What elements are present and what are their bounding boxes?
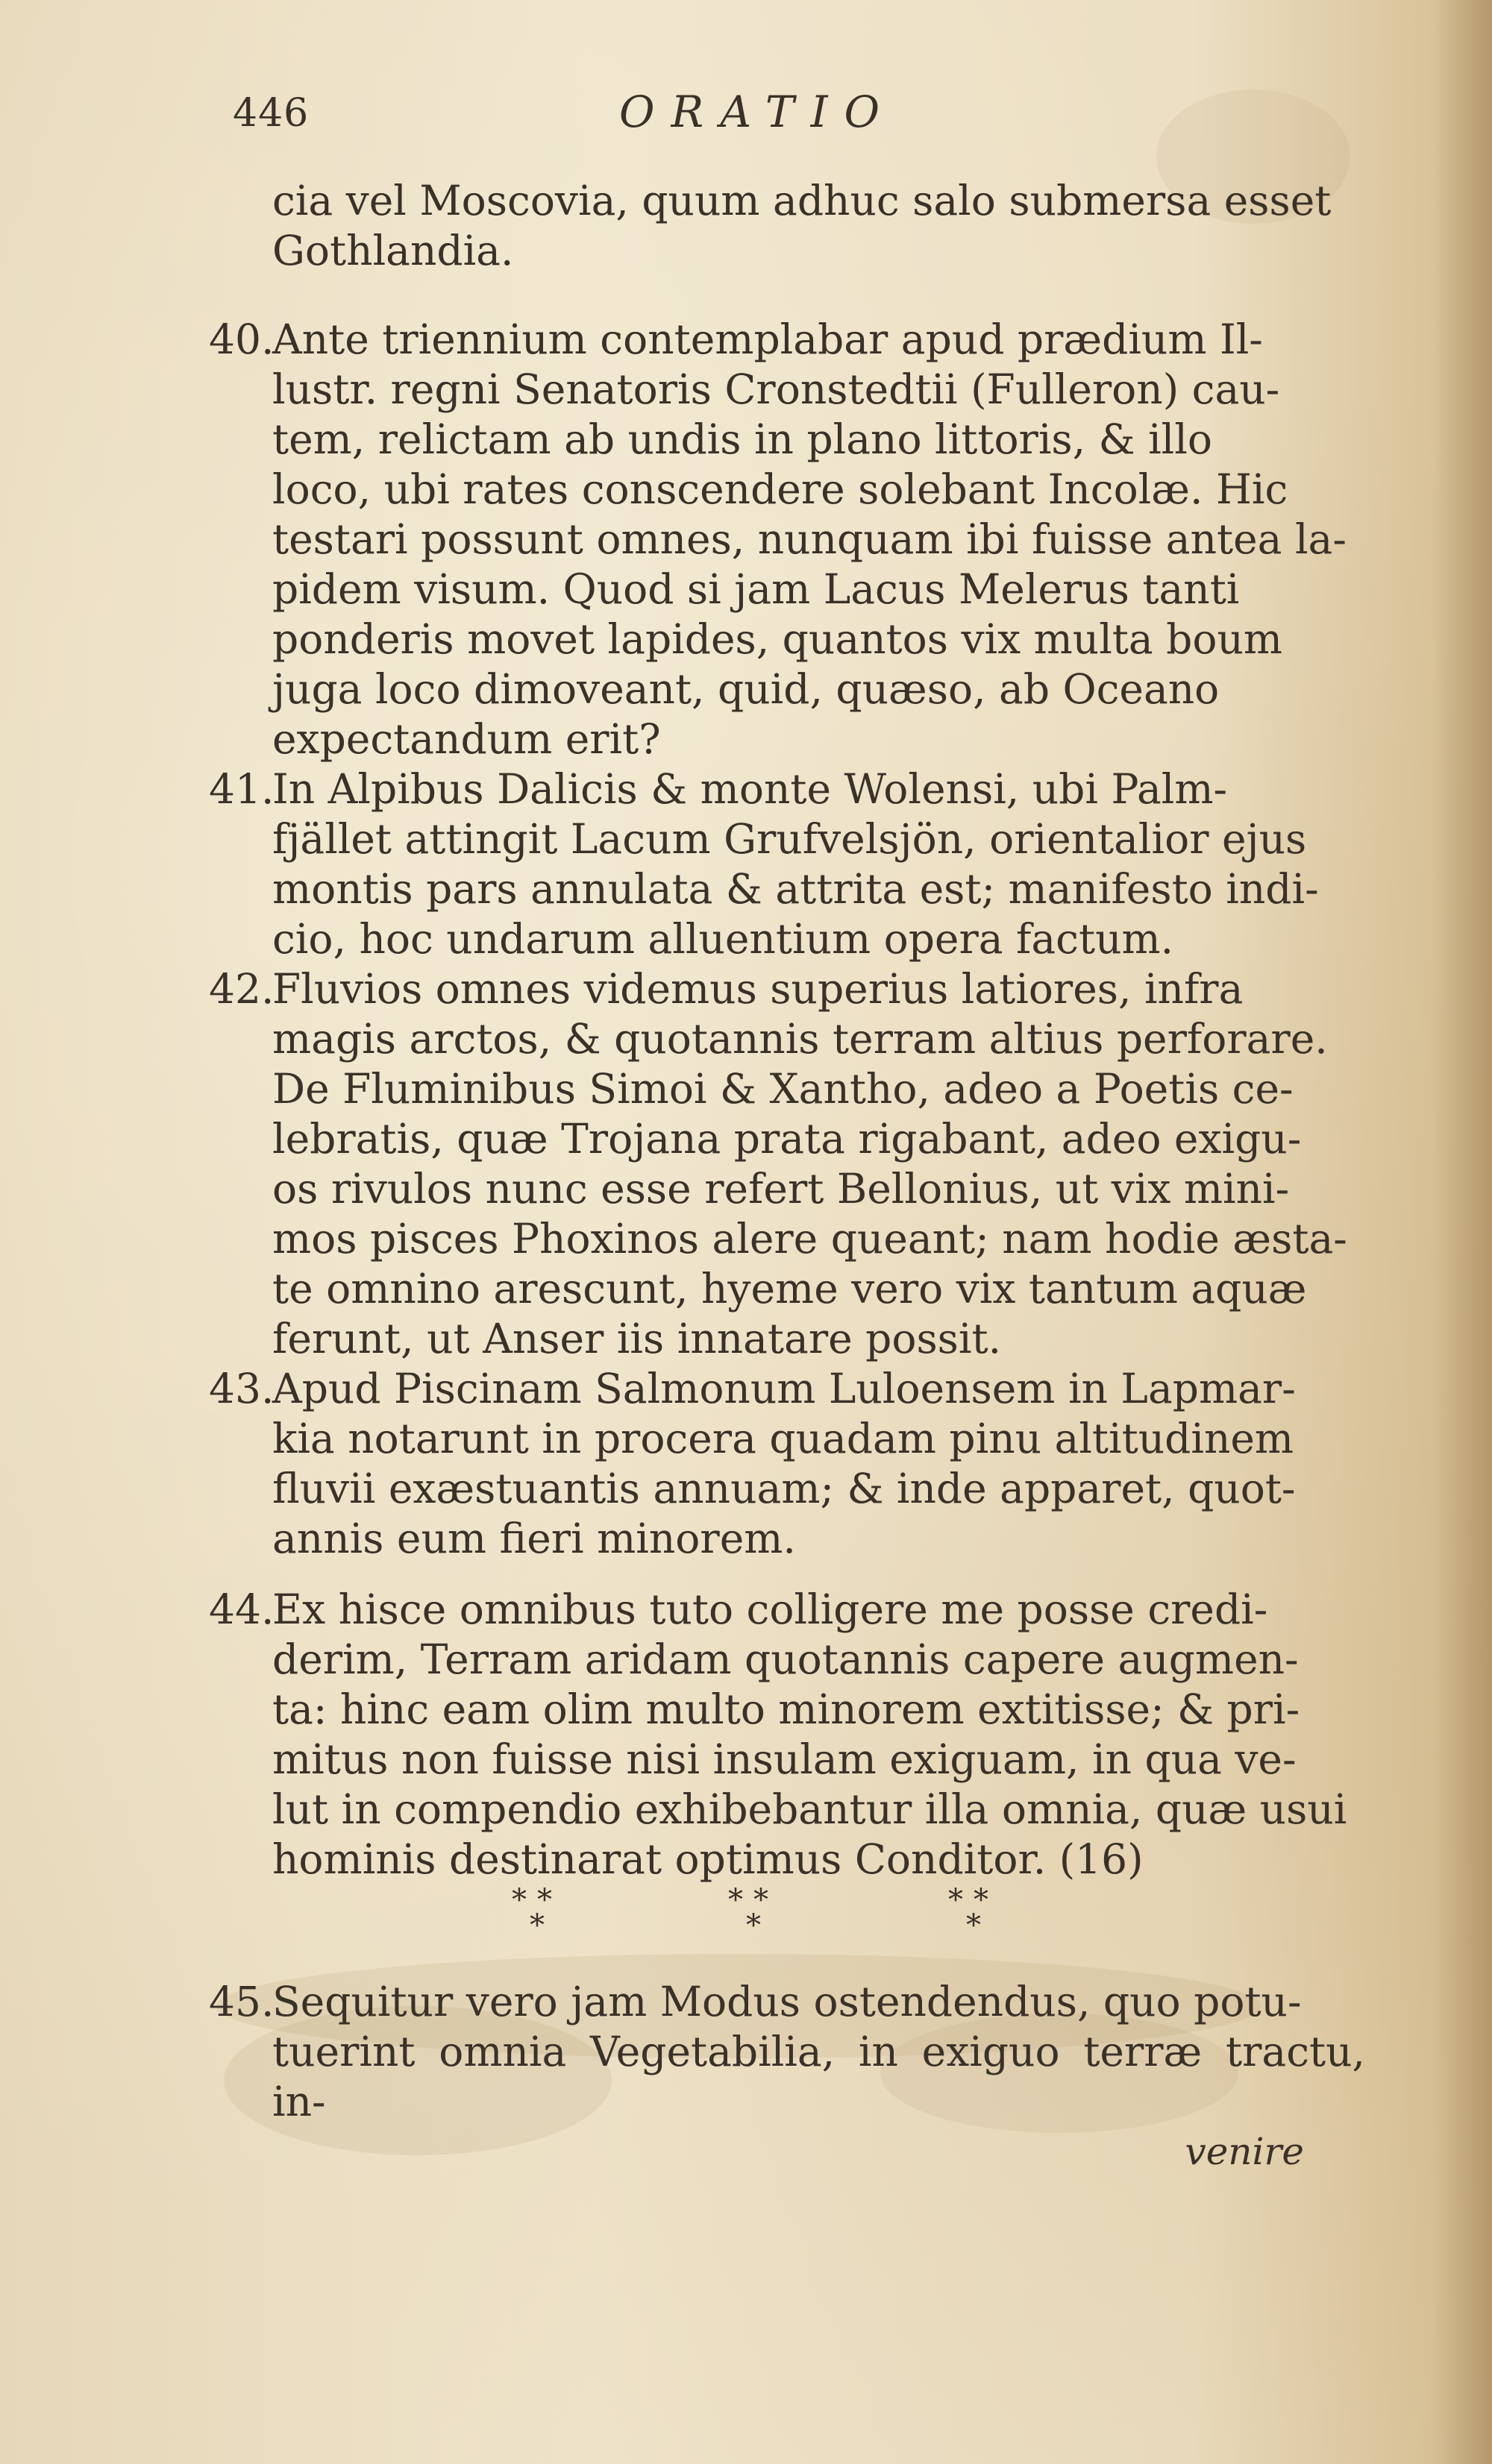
text-line: ta: hinc eam olim multo minorem extitisse; & pri- bbox=[272, 1685, 1300, 1733]
body-text bbox=[201, 176, 1365, 2177]
text-line: os rivulos nunc esse refert Bellonius, ut vix mini- bbox=[272, 1165, 1290, 1213]
page-header bbox=[224, 84, 1358, 143]
text-line: Ante triennium contemplabar apud prædium Il- bbox=[272, 315, 1263, 363]
text-line: cia vel Moscovia, quum adhuc salo submersa esset bbox=[272, 177, 1332, 224]
catchword: venire bbox=[1185, 2130, 1304, 2173]
paragraph-number: 45. bbox=[209, 1978, 275, 2025]
asterism: ** * bbox=[948, 1883, 999, 1943]
paragraph-number: 42. bbox=[209, 965, 275, 1013]
text-line: montis pars annulata & attrita est; manifesto indi- bbox=[272, 865, 1319, 913]
running-title: ORATIO bbox=[619, 87, 897, 137]
asterism: ** * bbox=[728, 1883, 779, 1943]
text-line: mitus non fuisse nisi insulam exiguam, in qua ve- bbox=[272, 1735, 1297, 1783]
text-line: tuerint omnia Vegetabilia, in exiguo terræ tractu, in- bbox=[272, 2028, 1365, 2125]
text-line: ferunt, ut Anser iis innatare possit. bbox=[272, 1315, 1002, 1363]
text-line: pidem visum. Quod si jam Lacus Melerus tanti bbox=[272, 565, 1240, 613]
text-line: cio, hoc undarum alluentium opera factum. bbox=[272, 915, 1174, 963]
paragraph-41 bbox=[201, 764, 1365, 964]
text-line: testari possunt omnes, nunquam ibi fuisse antea la- bbox=[272, 515, 1347, 563]
text-line: ponderis movet lapides, quantos vix multa boum bbox=[272, 615, 1283, 663]
paragraph-continuation bbox=[201, 176, 1365, 276]
text-line: lut in compendio exhibebantur illa omnia, quæ usui bbox=[272, 1785, 1347, 1833]
text-line: Sequitur vero jam Modus ostendendus, quo potu- bbox=[272, 1978, 1302, 2025]
paragraph-number: 43. bbox=[209, 1365, 275, 1412]
text-line: fluvii exæstuantis annuam; & inde apparet, quot- bbox=[272, 1465, 1296, 1512]
paragraph-40 bbox=[201, 315, 1365, 764]
text-line: lustr. regni Senatoris Cronstedtii (Fulleron) cau- bbox=[272, 365, 1280, 413]
text-line: loco, ubi rates conscendere solebant Incolæ. Hic bbox=[272, 465, 1288, 513]
paragraph-45 bbox=[201, 1977, 1365, 2127]
text-line: derim, Terram aridam quotannis capere augmen- bbox=[272, 1635, 1299, 1683]
text-line: De Fluminibus Simoi & Xantho, adeo a Poetis ce- bbox=[272, 1065, 1294, 1113]
text-line: Fluvios omnes videmus superius latiores, infra bbox=[272, 965, 1244, 1013]
paragraph-43 bbox=[201, 1364, 1365, 1564]
text-line: fjället attingit Lacum Grufvelsjön, orientalior ejus bbox=[272, 815, 1307, 863]
paragraph-44 bbox=[201, 1585, 1365, 1885]
text-line: tem, relictam ab undis in plano littoris, & illo bbox=[272, 415, 1212, 463]
text-line: kia notarunt in procera quadam pinu altitudinem bbox=[272, 1415, 1294, 1462]
text-line: juga loco dimoveant, quid, quæso, ab Oceano bbox=[272, 665, 1220, 713]
text-line: magis arctos, & quotannis terram altius perforare. bbox=[272, 1015, 1328, 1063]
text-line: mos pisces Phoxinos alere queant; nam hodie æsta- bbox=[272, 1215, 1347, 1263]
paragraph-42 bbox=[201, 964, 1365, 1364]
text-line: te omnino arescunt, hyeme vero vix tantum aquæ bbox=[272, 1265, 1307, 1313]
text-line: annis eum fieri minorem. bbox=[272, 1515, 796, 1562]
page-number: 446 bbox=[233, 91, 310, 136]
paragraph-number: 44. bbox=[209, 1585, 275, 1633]
paragraph-number: 41. bbox=[209, 765, 275, 813]
text-line: Ex hisce omnibus tuto colligere me posse credi- bbox=[272, 1585, 1268, 1633]
text-line: In Alpibus Dalicis & monte Wolensi, ubi Palm- bbox=[272, 765, 1228, 813]
text-line: Gothlandia. bbox=[272, 227, 514, 274]
paragraph-number: 40. bbox=[209, 315, 275, 363]
asterism: ** * bbox=[512, 1883, 562, 1943]
asterism-separator bbox=[201, 1883, 1365, 1977]
text-line: hominis destinarat optimus Conditor. (16) bbox=[272, 1835, 1144, 1883]
text-line: lebratis, quæ Trojana prata rigabant, adeo exigu- bbox=[272, 1115, 1302, 1163]
text-line: expectandum erit? bbox=[272, 715, 661, 763]
text-line: Apud Piscinam Salmonum Luloensem in Lapmar- bbox=[272, 1365, 1296, 1412]
page-edge-shadow bbox=[1432, 0, 1492, 2464]
